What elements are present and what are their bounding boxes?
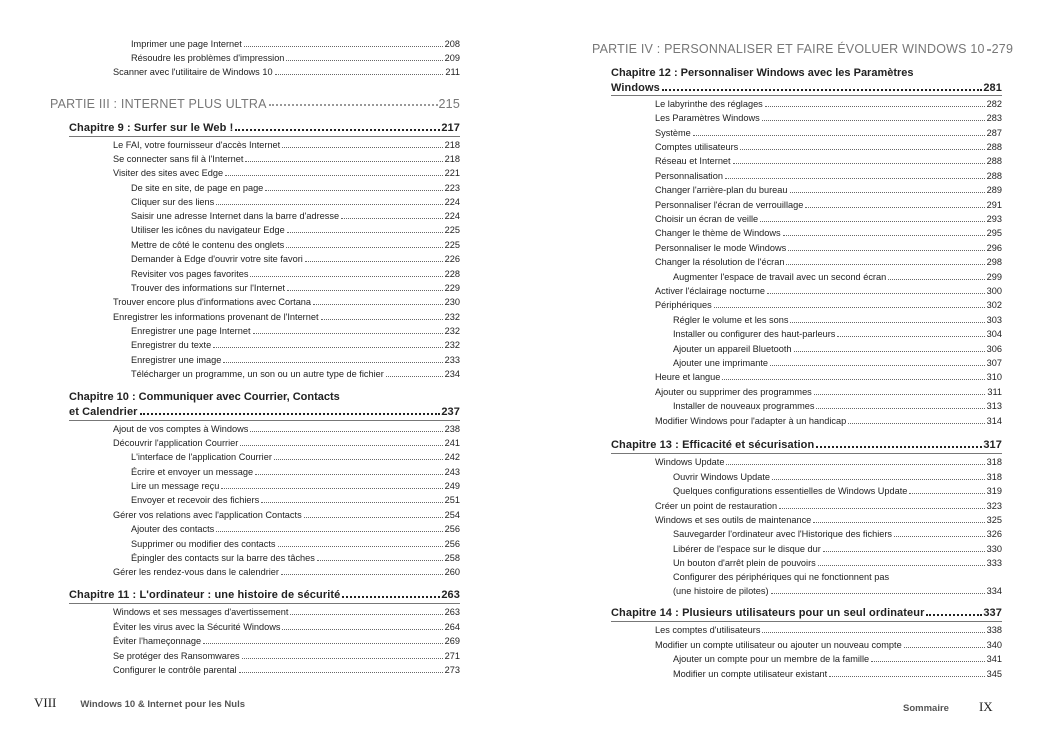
toc-entry[interactable]: Le FAI, votre fournisseur d'accès Internet 218 <box>113 140 460 150</box>
toc-entry[interactable]: Augmenter l'espace de travail avec un second écran 299 <box>673 272 1002 282</box>
toc-entry[interactable]: Système 287 <box>655 128 1002 138</box>
toc-entry[interactable]: Envoyer et recevoir des fichiers 251 <box>131 495 460 505</box>
chapter-heading[interactable]: Chapitre 14 : Plusieurs utilisateurs pour un seul ordinateur 337 <box>611 607 1002 619</box>
toc-entry[interactable]: Le labyrinthe des réglages 282 <box>655 99 1002 109</box>
toc-entry[interactable]: Saisir une adresse Internet dans la barre d'adresse 224 <box>131 211 460 221</box>
toc-entry[interactable]: Mettre de côté le contenu des onglets 225 <box>131 240 460 250</box>
toc-entry[interactable]: L'interface de l'application Courrier 242 <box>131 452 460 462</box>
toc-entry[interactable]: Utiliser les icônes du navigateur Edge 225 <box>131 225 460 235</box>
toc-entry[interactable]: Éviter les virus avec la Sécurité Windows 264 <box>113 622 460 632</box>
chapter-heading-line[interactable]: Chapitre 10 : Communiquer avec Courrier, Contacts <box>69 391 340 403</box>
toc-entry[interactable]: Revisiter vos pages favorites 228 <box>131 269 460 279</box>
toc-entry[interactable]: Les Paramètres Windows 283 <box>655 113 1002 123</box>
toc-entry[interactable]: Ajouter un compte pour un membre de la famille 341 <box>673 654 1002 664</box>
toc-entry[interactable]: Imprimer une page Internet 208 <box>131 39 460 49</box>
toc-entry[interactable]: Modifier Windows pour l'adapter à un handicap 314 <box>655 416 1002 426</box>
toc-entry[interactable]: Libérer de l'espace sur le disque dur 330 <box>673 544 1002 554</box>
toc-entry[interactable]: Ajout de vos comptes à Windows 238 <box>113 424 460 434</box>
toc-entry[interactable]: Activer l'éclairage nocturne 300 <box>655 286 1002 296</box>
right-footer <box>903 698 993 716</box>
toc-entry[interactable]: Installer de nouveaux programmes 313 <box>673 401 1002 411</box>
toc-entry[interactable]: Modifier un compte utilisateur existant 345 <box>673 669 1002 679</box>
toc-entry[interactable]: Écrire et envoyer un message 243 <box>131 467 460 477</box>
part-heading[interactable]: PARTIE IV : PERSONNALISER ET FAIRE ÉVOLUER WINDOWS 10 279 <box>592 42 1014 56</box>
toc-entry[interactable]: Ajouter des contacts 256 <box>131 524 460 534</box>
toc-entry[interactable]: Changer la résolution de l'écran 298 <box>655 257 1002 267</box>
toc-entry[interactable]: Personnaliser l'écran de verrouillage 291 <box>655 200 1002 210</box>
toc-entry[interactable]: Quelques configurations essentielles de Windows Update 319 <box>673 486 1002 496</box>
toc-entry[interactable]: Changer l'arrière-plan du bureau 289 <box>655 185 1002 195</box>
toc-entry[interactable]: Heure et langue 310 <box>655 372 1002 382</box>
toc-entry[interactable]: Se protéger des Ransomwares 271 <box>113 651 460 661</box>
toc-entry[interactable]: (une histoire de pilotes) 334 <box>673 586 1002 596</box>
running-title: Sommaire <box>903 703 949 714</box>
toc-entry[interactable]: Cliquer sur des liens 224 <box>131 197 460 207</box>
toc-entry[interactable]: Les comptes d'utilisateurs 338 <box>655 625 1002 635</box>
toc-entry[interactable]: Périphériques 302 <box>655 300 1002 310</box>
toc-entry[interactable]: Ajouter ou supprimer des programmes 311 <box>655 387 1002 397</box>
toc-entry[interactable]: Windows Update 318 <box>655 457 1002 467</box>
toc-entry[interactable]: Trouver encore plus d'informations avec Cortana 230 <box>113 297 460 307</box>
chapter-heading-line[interactable]: Chapitre 12 : Personnaliser Windows avec les Paramètres <box>611 67 914 79</box>
toc-entry[interactable]: Scanner avec l'utilitaire de Windows 10 211 <box>113 67 460 77</box>
toc-entry[interactable]: Configurer des périphériques qui ne fonctionnent pas <box>673 572 890 582</box>
toc-entry[interactable]: Windows et ses outils de maintenance 325 <box>655 515 1002 525</box>
toc-entry[interactable]: Gérer vos relations avec l'application Contacts 254 <box>113 510 460 520</box>
toc-entry[interactable]: Configurer le contrôle parental 273 <box>113 665 460 675</box>
toc-entry[interactable]: Trouver des informations sur l'Internet 229 <box>131 283 460 293</box>
toc-entry[interactable]: Changer le thème de Windows 295 <box>655 228 1002 238</box>
page-folio: IX <box>978 699 993 714</box>
toc-entry[interactable]: Visiter des sites avec Edge 221 <box>113 168 460 178</box>
toc-entry[interactable]: De site en site, de page en page 223 <box>131 183 460 193</box>
toc-entry[interactable]: Lire un message reçu 249 <box>131 481 460 491</box>
chapter-heading[interactable]: Windows 281 <box>611 82 1002 94</box>
toc-entry[interactable]: Demander à Edge d'ouvrir votre site favori 226 <box>131 254 460 264</box>
chapter-heading[interactable]: Chapitre 11 : L'ordinateur : une histoire de sécurité 263 <box>69 589 460 601</box>
chapter-heading[interactable]: Chapitre 9 : Surfer sur le Web ! 217 <box>69 122 460 134</box>
part-heading[interactable]: PARTIE III : INTERNET PLUS ULTRA 215 <box>50 97 460 111</box>
toc-entry[interactable]: Se connecter sans fil à l'Internet 218 <box>113 154 460 164</box>
toc-entry[interactable]: Ajouter un appareil Bluetooth 306 <box>673 344 1002 354</box>
toc-entry[interactable]: Windows et ses messages d'avertissement 263 <box>113 607 460 617</box>
toc-entry[interactable]: Découvrir l'application Courrier 241 <box>113 438 460 448</box>
chapter-heading[interactable]: et Calendrier 237 <box>69 406 460 418</box>
toc-entry[interactable]: Épingler des contacts sur la barre des tâches 258 <box>131 553 460 563</box>
toc-entry[interactable]: Enregistrer du texte 232 <box>131 340 460 350</box>
toc-entry[interactable]: Enregistrer les informations provenant de l'Internet 232 <box>113 312 460 322</box>
toc-entry[interactable]: Réseau et Internet 288 <box>655 156 1002 166</box>
toc-entry[interactable]: Supprimer ou modifier des contacts 256 <box>131 539 460 549</box>
toc-entry[interactable]: Comptes utilisateurs 288 <box>655 142 1002 152</box>
toc-entry[interactable]: Enregistrer une image 233 <box>131 355 460 365</box>
toc-entry[interactable]: Créer un point de restauration 323 <box>655 501 1002 511</box>
toc-entry[interactable]: Modifier un compte utilisateur ou ajouter un nouveau compte 340 <box>655 640 1002 650</box>
toc-entry[interactable]: Un bouton d'arrêt plein de pouvoirs 333 <box>673 558 1002 568</box>
toc-entry[interactable]: Personnaliser le mode Windows 296 <box>655 243 1002 253</box>
toc-entry[interactable]: Choisir un écran de veille 293 <box>655 214 1002 224</box>
toc-entry[interactable]: Enregistrer une page Internet 232 <box>131 326 460 336</box>
toc-entry[interactable]: Éviter l'hameçonnage 269 <box>113 636 460 646</box>
toc-entry[interactable]: Ouvrir Windows Update 318 <box>673 472 1002 482</box>
toc-entry[interactable]: Personnalisation 288 <box>655 171 1002 181</box>
left-footer <box>34 694 245 712</box>
running-title: Windows 10 & Internet pour les Nuls <box>80 699 245 710</box>
toc-entry[interactable]: Gérer les rendez-vous dans le calendrier 260 <box>113 567 460 577</box>
toc-entry[interactable]: Sauvegarder l'ordinateur avec l'Historique des fichiers 326 <box>673 529 1002 539</box>
page-folio: VIII <box>34 695 57 710</box>
toc-entry[interactable]: Télécharger un programme, un son ou un autre type de fichier 234 <box>131 369 460 379</box>
toc-entry[interactable]: Installer ou configurer des haut-parleurs 304 <box>673 329 1002 339</box>
toc-entry[interactable]: Résoudre les problèmes d'impression 209 <box>131 53 460 63</box>
chapter-heading[interactable]: Chapitre 13 : Efficacité et sécurisation 317 <box>611 439 1002 451</box>
toc-entry[interactable]: Régler le volume et les sons 303 <box>673 315 1002 325</box>
toc-entry[interactable]: Ajouter une imprimante 307 <box>673 358 1002 368</box>
